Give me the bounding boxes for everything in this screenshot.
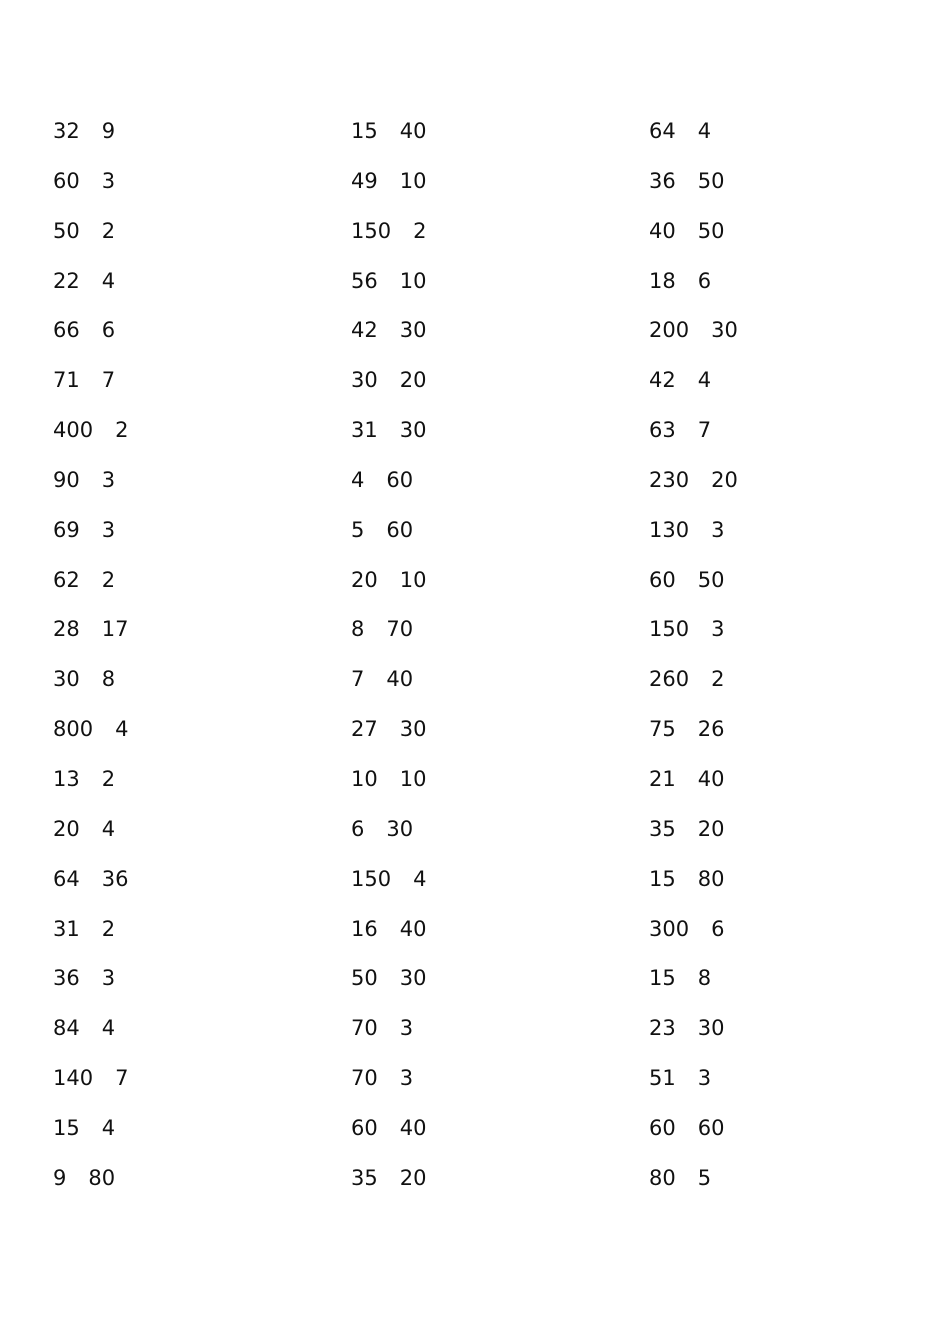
- first-number: 71: [53, 368, 80, 393]
- number-pair-row: [351, 1064, 611, 1114]
- second-number: 40: [399, 119, 427, 143]
- first-number: 31: [53, 916, 80, 941]
- first-number: 60: [649, 1115, 676, 1140]
- second-number: 2: [101, 766, 116, 791]
- number-pair-row: [649, 167, 909, 217]
- number-pair-row: [351, 815, 611, 865]
- second-number: 9: [101, 119, 116, 143]
- number-pair-row: [351, 466, 611, 516]
- column-3: [649, 117, 909, 1214]
- number-pair-row: [649, 516, 909, 566]
- number-pair-row: [649, 267, 909, 317]
- second-number: 3: [101, 966, 116, 991]
- number-pair-row: [53, 1014, 313, 1064]
- number-pair-row: [351, 1014, 611, 1064]
- number-pair-row: [53, 964, 313, 1014]
- first-number: 36: [53, 966, 80, 991]
- second-number: 6: [101, 318, 116, 343]
- second-number: 40: [399, 916, 427, 941]
- number-pair-row: [351, 765, 611, 815]
- number-pair-row: [351, 615, 611, 665]
- first-number: 69: [53, 517, 80, 542]
- column-1: [53, 117, 313, 1214]
- number-pair-row: [351, 566, 611, 616]
- second-number: 2: [413, 218, 427, 243]
- second-number: 4: [697, 368, 712, 393]
- number-pair-row: [351, 366, 611, 416]
- second-number: 30: [399, 717, 427, 742]
- second-number: 60: [697, 1115, 725, 1140]
- second-number: 3: [101, 517, 116, 542]
- number-pair-row: [351, 964, 611, 1014]
- second-number: 5: [697, 1165, 712, 1190]
- first-number: 30: [351, 368, 378, 393]
- number-pair-row: [649, 615, 909, 665]
- second-number: 10: [399, 766, 427, 791]
- second-number: 3: [711, 617, 725, 642]
- number-pair-row: [649, 466, 909, 516]
- first-number: 8: [351, 617, 365, 642]
- number-pair-row: [649, 366, 909, 416]
- number-pair-row: [53, 416, 313, 466]
- second-number: 4: [413, 866, 427, 891]
- first-number: 70: [351, 1016, 378, 1041]
- number-pair-row: [53, 1164, 313, 1214]
- first-number: 90: [53, 467, 80, 492]
- second-number: 30: [399, 318, 427, 343]
- second-number: 3: [697, 1066, 712, 1091]
- first-number: 50: [351, 966, 378, 991]
- second-number: 3: [101, 168, 116, 193]
- second-number: 3: [711, 517, 725, 542]
- first-number: 5: [351, 517, 365, 542]
- second-number: 7: [101, 368, 116, 393]
- second-number: 30: [399, 418, 427, 443]
- first-number: 130: [649, 517, 690, 542]
- first-number: 400: [53, 418, 94, 443]
- number-pair-row: [351, 715, 611, 765]
- first-number: 64: [53, 866, 80, 891]
- second-number: 40: [399, 1115, 427, 1140]
- first-number: 800: [53, 717, 94, 742]
- first-number: 60: [53, 168, 80, 193]
- second-number: 70: [386, 617, 414, 642]
- first-number: 15: [649, 866, 676, 891]
- second-number: 4: [101, 1016, 116, 1041]
- second-number: 4: [101, 268, 116, 293]
- second-number: 20: [399, 1165, 427, 1190]
- first-number: 32: [53, 119, 80, 143]
- second-number: 50: [697, 567, 725, 592]
- number-pair-row: [351, 167, 611, 217]
- second-number: 10: [399, 567, 427, 592]
- second-number: 36: [101, 866, 129, 891]
- second-number: 3: [399, 1016, 414, 1041]
- first-number: 60: [351, 1115, 378, 1140]
- number-pair-row: [649, 1014, 909, 1064]
- number-pair-row: [649, 964, 909, 1014]
- first-number: 300: [649, 916, 690, 941]
- number-pair-row: [649, 1164, 909, 1214]
- number-pair-row: [53, 466, 313, 516]
- first-number: 64: [649, 119, 676, 143]
- number-pair-row: [649, 416, 909, 466]
- number-pair-row: [53, 366, 313, 416]
- first-number: 35: [649, 816, 676, 841]
- number-pair-row: [351, 915, 611, 965]
- number-pair-row: [53, 865, 313, 915]
- number-pair-row: [649, 1114, 909, 1164]
- first-number: 15: [649, 966, 676, 991]
- number-pair-row: [53, 915, 313, 965]
- second-number: 6: [711, 916, 725, 941]
- first-number: 80: [649, 1165, 676, 1190]
- second-number: 8: [101, 667, 116, 692]
- second-number: 80: [88, 1165, 116, 1190]
- number-pair-row: [351, 665, 611, 715]
- first-number: 40: [649, 218, 676, 243]
- number-pair-row: [53, 815, 313, 865]
- first-number: 27: [351, 717, 378, 742]
- number-pair-row: [351, 217, 611, 267]
- first-number: 84: [53, 1016, 80, 1041]
- first-number: 150: [351, 218, 392, 243]
- second-number: 30: [386, 816, 414, 841]
- number-pair-row: [53, 117, 313, 167]
- number-pair-row: [53, 665, 313, 715]
- second-number: 7: [115, 1066, 129, 1091]
- first-number: 23: [649, 1016, 676, 1041]
- number-pair-row: [351, 865, 611, 915]
- first-number: 42: [351, 318, 378, 343]
- second-number: 4: [115, 717, 129, 742]
- second-number: 80: [697, 866, 725, 891]
- number-pair-row: [53, 615, 313, 665]
- second-number: 10: [399, 268, 427, 293]
- number-pair-row: [53, 217, 313, 267]
- first-number: 16: [351, 916, 378, 941]
- second-number: 2: [711, 667, 725, 692]
- second-number: 30: [697, 1016, 725, 1041]
- second-number: 3: [399, 1066, 414, 1091]
- number-pair-row: [649, 765, 909, 815]
- first-number: 60: [649, 567, 676, 592]
- first-number: 7: [351, 667, 365, 692]
- number-pair-row: [351, 117, 611, 167]
- second-number: 26: [697, 717, 725, 742]
- number-pair-row: [351, 316, 611, 366]
- number-pair-row: [53, 267, 313, 317]
- second-number: 30: [399, 966, 427, 991]
- first-number: 62: [53, 567, 80, 592]
- second-number: 20: [711, 467, 738, 492]
- first-number: 6: [351, 816, 365, 841]
- second-number: 20: [399, 368, 427, 393]
- number-pair-row: [649, 815, 909, 865]
- first-number: 28: [53, 617, 80, 642]
- number-pair-row: [649, 117, 909, 167]
- number-pair-row: [53, 167, 313, 217]
- second-number: 60: [386, 467, 414, 492]
- second-number: 2: [101, 916, 116, 941]
- number-pair-row: [53, 715, 313, 765]
- first-number: 260: [649, 667, 690, 692]
- number-pair-row: [53, 1114, 313, 1164]
- first-number: 22: [53, 268, 80, 293]
- first-number: 63: [649, 418, 676, 443]
- number-pair-row: [649, 915, 909, 965]
- second-number: 3: [101, 467, 116, 492]
- number-pair-row: [649, 316, 909, 366]
- number-pair-row: [53, 566, 313, 616]
- first-number: 200: [649, 318, 690, 343]
- first-number: 56: [351, 268, 378, 293]
- second-number: 7: [697, 418, 712, 443]
- first-number: 31: [351, 418, 378, 443]
- first-number: 15: [351, 119, 378, 143]
- first-number: 140: [53, 1066, 94, 1091]
- number-pair-row: [351, 1114, 611, 1164]
- first-number: 35: [351, 1165, 378, 1190]
- first-number: 42: [649, 368, 676, 393]
- number-pair-row: [53, 316, 313, 366]
- second-number: 50: [697, 218, 725, 243]
- first-number: 4: [351, 467, 365, 492]
- first-number: 18: [649, 268, 676, 293]
- number-pair-row: [53, 765, 313, 815]
- number-pair-row: [649, 865, 909, 915]
- second-number: 4: [101, 1115, 116, 1140]
- second-number: 2: [101, 567, 116, 592]
- second-number: 2: [115, 418, 129, 443]
- first-number: 66: [53, 318, 80, 343]
- number-pair-row: [351, 516, 611, 566]
- first-number: 51: [649, 1066, 676, 1091]
- number-pair-row: [351, 416, 611, 466]
- second-number: 4: [697, 119, 712, 143]
- second-number: 2: [101, 218, 116, 243]
- first-number: 230: [649, 467, 690, 492]
- first-number: 10: [351, 766, 378, 791]
- number-pair-row: [351, 267, 611, 317]
- second-number: 10: [399, 168, 427, 193]
- first-number: 70: [351, 1066, 378, 1091]
- second-number: 17: [101, 617, 129, 642]
- first-number: 21: [649, 766, 676, 791]
- first-number: 50: [53, 218, 80, 243]
- second-number: 50: [697, 168, 725, 193]
- second-number: 8: [697, 966, 712, 991]
- second-number: 60: [386, 517, 414, 542]
- first-number: 150: [351, 866, 392, 891]
- first-number: 15: [53, 1115, 80, 1140]
- first-number: 150: [649, 617, 690, 642]
- first-number: 36: [649, 168, 676, 193]
- number-pair-row: [649, 715, 909, 765]
- number-pair-row: [53, 1064, 313, 1114]
- second-number: 20: [697, 816, 725, 841]
- number-pair-row: [351, 1164, 611, 1214]
- number-pair-row: [649, 1064, 909, 1114]
- second-number: 4: [101, 816, 116, 841]
- number-pair-row: [649, 566, 909, 616]
- first-number: 20: [53, 816, 80, 841]
- first-number: 9: [53, 1165, 67, 1190]
- number-pair-row: [649, 665, 909, 715]
- second-number: 6: [697, 268, 712, 293]
- first-number: 20: [351, 567, 378, 592]
- second-number: 40: [386, 667, 414, 692]
- first-number: 30: [53, 667, 80, 692]
- number-pair-row: [53, 516, 313, 566]
- second-number: 30: [711, 318, 738, 343]
- first-number: 49: [351, 168, 378, 193]
- column-2: [351, 117, 611, 1214]
- first-number: 13: [53, 766, 80, 791]
- second-number: 40: [697, 766, 725, 791]
- first-number: 75: [649, 717, 676, 742]
- number-pair-row: [649, 217, 909, 267]
